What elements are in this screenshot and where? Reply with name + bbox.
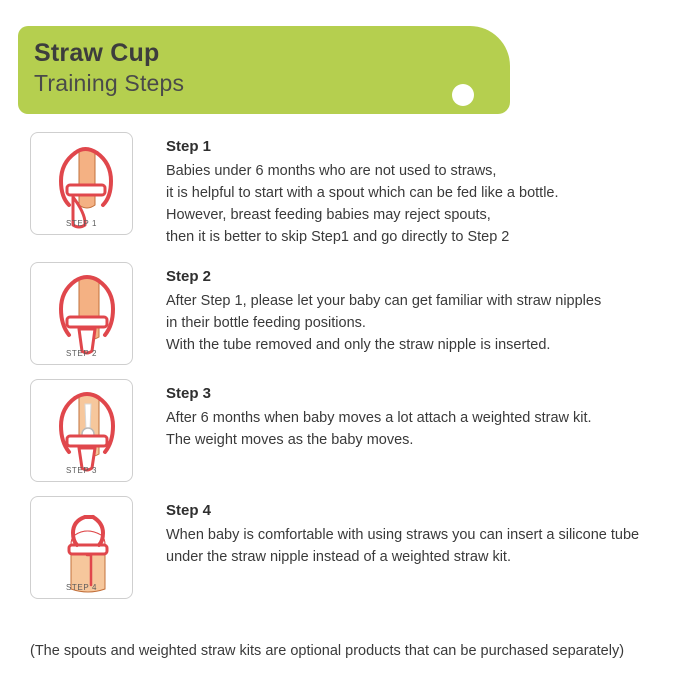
step-3-line: The weight moves as the baby moves. <box>166 432 414 448</box>
step-1-line: then it is better to skip Step1 and go directly to Step 2 <box>166 229 510 245</box>
step-1-text <box>166 132 559 248</box>
step-4-thumbnail <box>30 496 133 599</box>
step-3-title: Step 3 <box>166 385 212 402</box>
step-1-line: it is helpful to start with a spout which can be fed like a bottle. <box>166 185 559 201</box>
step-3-text <box>166 379 592 451</box>
step-2-line: With the tube removed and only the straw nipple is inserted. <box>166 337 551 353</box>
step-1-thumbnail <box>30 132 133 235</box>
step-4-text <box>166 496 639 568</box>
steps-list <box>0 132 679 613</box>
step-3-line: After 6 months when baby moves a lot attach a weighted straw kit. <box>166 410 592 426</box>
step-2-line: After Step 1, please let your baby can get familiar with straw nipples <box>166 293 602 309</box>
step-row <box>0 262 679 365</box>
step-3-thumbnail <box>30 379 133 482</box>
step-2-thumbnail <box>30 262 133 365</box>
step-1-line: Babies under 6 months who are not used to straws, <box>166 163 497 179</box>
step-1-line: However, breast feeding babies may reject spouts, <box>166 207 491 223</box>
white-circle-icon <box>452 84 474 106</box>
step-2-line: in their bottle feeding positions. <box>166 315 366 331</box>
page-subtitle: Training Steps <box>34 70 185 96</box>
step-row <box>0 379 679 482</box>
step-1-title: Step 1 <box>166 138 212 155</box>
header-banner <box>18 26 510 114</box>
step-4-title: Step 4 <box>166 502 212 519</box>
step-4-line: When baby is comfortable with using straws you can insert a silicone tube <box>166 527 640 543</box>
page-title: Straw Cup <box>34 39 160 67</box>
step-2-title: Step 2 <box>166 268 212 285</box>
step-4-thumbnail-label: STEP 4 <box>65 583 98 592</box>
step-4-line: under the straw nipple instead of a weighted straw kit. <box>166 549 511 565</box>
step-3-thumbnail-label: STEP 3 <box>65 466 98 475</box>
step-1-thumbnail-label: STEP 1 <box>65 219 98 228</box>
step-row <box>0 132 679 248</box>
step-2-text <box>166 262 601 356</box>
footnote: (The spouts and weighted straw kits are optional products that can be purchased separately) <box>30 643 625 659</box>
step-2-thumbnail-label: STEP 2 <box>65 349 98 358</box>
step-row <box>0 496 679 599</box>
